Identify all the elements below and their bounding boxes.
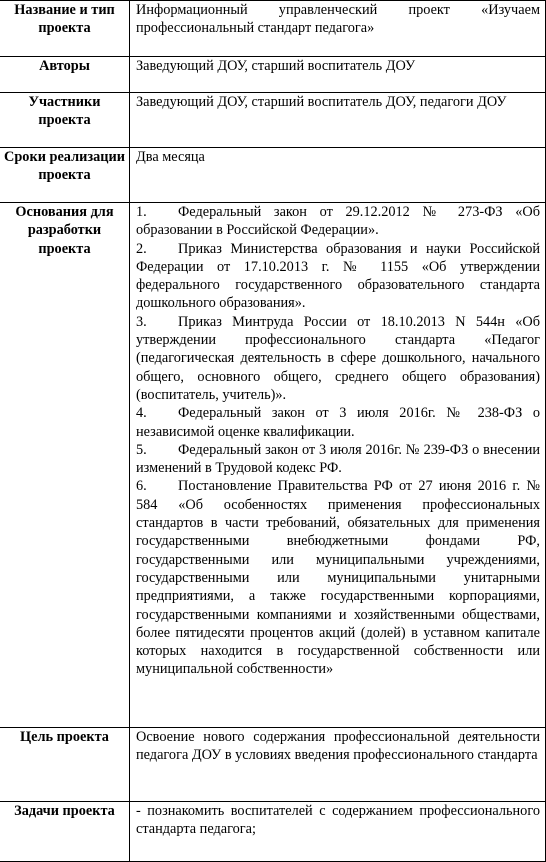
row-value: Информационный управленческий проект «Изучаем профессиональный стандарт педагога» [130, 1, 546, 57]
item-number: 3. [136, 313, 147, 330]
row-label: Название и тип проекта [0, 1, 130, 57]
list-item [136, 404, 540, 441]
item-number: 5. [136, 441, 147, 458]
row-value: - познакомить воспитателей с содержанием профессионального стандарта педагога; [130, 802, 546, 862]
row-value: Освоение нового содержания профессиональной деятельности педагога ДОУ в условиях введения профессионального стандарта [130, 728, 546, 802]
table-row [0, 728, 546, 802]
list-item [136, 313, 540, 404]
table-row [0, 148, 546, 203]
list-item [136, 203, 540, 240]
item-text: Федеральный закон от 3 июля 2016г. № 238-ФЗ о независимой оценке квалификации. [136, 405, 540, 440]
row-value: Заведующий ДОУ, старший воспитатель ДОУ [130, 57, 546, 93]
item-number: 2. [136, 240, 147, 257]
basis-list [130, 203, 546, 728]
item-text: Постановление Правительства РФ от 27 июня 2016 г. № 584 «Об особенностях применения профессиональных стандартов в части требований, обязательных для применения государственными внебюджетными фондами РФ, государственными или муниципальными учреждениями, государственными или муниципальными унитарными предприятиями, а также государственными корпорациями, государственными компаниями и хозяйственными обществами, более пятидесяти процентов акций (долей) в уставном капитале которых находится в государственной собственности или муниципальной собственности» [136, 478, 540, 678]
table-row [0, 802, 546, 862]
table-row [0, 93, 546, 148]
row-value: Заведующий ДОУ, старший воспитатель ДОУ, педагоги ДОУ [130, 93, 546, 148]
item-text: Приказ Министерства образования и науки Российской Федерации от 17.10.2013 г. № 1155 «Об утверждении федерального государственного образовательного стандарта дошкольного образования». [136, 240, 540, 312]
row-label: Сроки реализации проекта [0, 148, 130, 203]
row-label: Основания для разработки проекта [0, 203, 130, 728]
table-row [0, 57, 546, 93]
row-value: Два месяца [130, 148, 546, 203]
item-number: 1. [136, 204, 147, 220]
row-label: Цель проекта [0, 728, 130, 802]
item-text: Федеральный закон от 3 июля 2016г. № 239-ФЗ о внесении изменений в Трудовой кодекс РФ. [136, 441, 540, 477]
row-label: Авторы [0, 57, 130, 93]
item-text: Приказ Минтруда России от 18.10.2013 N 544н «Об утверждении профессионального стандарта «Педагог (педагогическая деятельность в сфере дошкольного, начального общего, основного общего, среднего общего образования) (воспитатель, учитель)». [136, 313, 540, 403]
table-row [0, 203, 546, 728]
item-number: 6. [136, 478, 147, 495]
row-label: Задачи проекта [0, 802, 130, 862]
item-text: Федеральный закон от 29.12.2012 № 273-ФЗ «Об образовании в Российской Федерации». [136, 204, 540, 239]
list-item [136, 240, 540, 313]
list-item [136, 441, 540, 478]
list-item [136, 477, 540, 678]
row-label: Участники проекта [0, 93, 130, 148]
item-number: 4. [136, 405, 147, 422]
table-row [0, 1, 546, 57]
